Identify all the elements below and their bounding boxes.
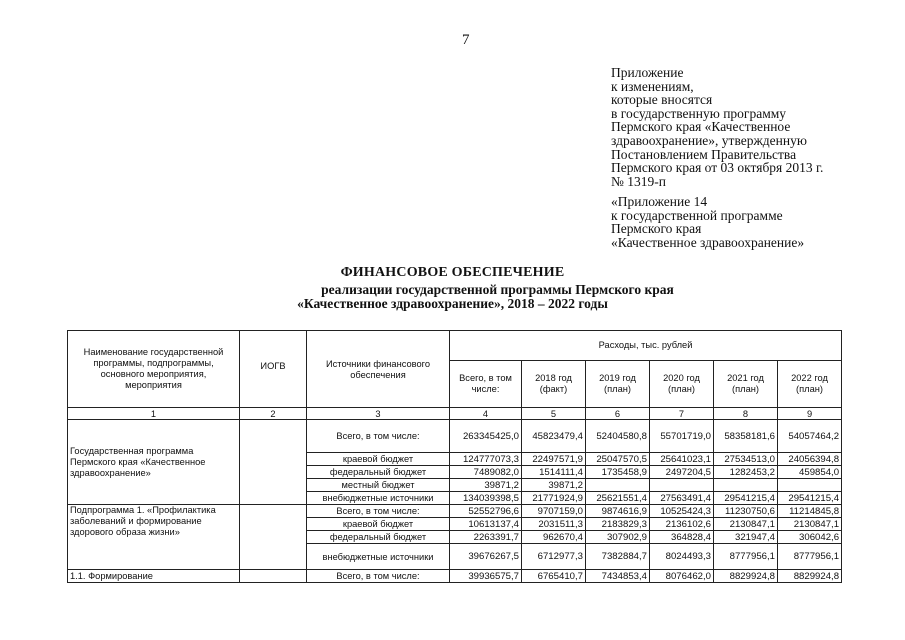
value-cell: 2136102,6 [650, 518, 714, 531]
activity-name: 1.1. Формирование [68, 570, 240, 583]
value-cell: 6765410,7 [522, 570, 586, 583]
value-cell: 54057464,2 [778, 420, 842, 453]
value-cell [586, 479, 650, 492]
value-cell: 39936575,7 [450, 570, 522, 583]
document-title: ФИНАНСОВОЕ ОБЕСПЕЧЕНИЕ [340, 265, 565, 280]
subtitle-line-1: реализации государственной программы Пермского края [321, 282, 674, 297]
header-expenses: Расходы, тыс. рублей [450, 331, 842, 361]
value-cell: 8024493,3 [650, 544, 714, 570]
value-cell: 11230750,6 [714, 505, 778, 518]
header-2020: 2020 год (план) [650, 361, 714, 408]
value-cell [778, 479, 842, 492]
iogv-cell [240, 420, 307, 505]
value-cell [650, 479, 714, 492]
appendix-line: здравоохранение», утвержденную [611, 132, 807, 148]
header-2019: 2019 год (план) [586, 361, 650, 408]
value-cell: 29541215,4 [714, 492, 778, 505]
value-cell: 2130847,1 [778, 518, 842, 531]
header-2018: 2018 год (факт) [522, 361, 586, 408]
value-cell: 321947,4 [714, 531, 778, 544]
value-cell: 25621551,4 [586, 492, 650, 505]
appendix-line: Пермского края «Качественное [611, 119, 791, 135]
source-cell: Всего, в том числе: [307, 420, 450, 453]
header-2021: 2021 год (план) [714, 361, 778, 408]
appendix-line: к изменениям, [611, 78, 694, 94]
value-cell: 9874616,9 [586, 505, 650, 518]
subprogram-name: Подпрограмма 1. «Профилактика заболеваний и формирование здорового образа жизни» [68, 505, 240, 570]
value-cell: 8829924,8 [778, 570, 842, 583]
value-cell: 9707159,0 [522, 505, 586, 518]
source-cell: Всего, в том числе: [307, 570, 450, 583]
appendix-line: № 1319-п [611, 173, 666, 189]
value-cell: 10613137,4 [450, 518, 522, 531]
column-index: 5 [522, 408, 586, 420]
value-cell: 11214845,8 [778, 505, 842, 518]
value-cell: 1282453,2 [714, 466, 778, 479]
value-cell: 8777956,1 [778, 544, 842, 570]
column-index: 3 [307, 408, 450, 420]
header-name: Наименование государственной программы, подпрограммы, основного мероприятия, мероприятия [68, 331, 240, 408]
appendix-block [611, 66, 871, 188]
value-cell: 2263391,7 [450, 531, 522, 544]
column-index: 4 [450, 408, 522, 420]
subtitle-line-2: «Качественное здравоохранение», 2018 – 2022 годы [297, 296, 608, 311]
source-cell: внебюджетные источники [307, 544, 450, 570]
appendix-line: Приложение [611, 65, 684, 80]
header-sources: Источники финансового обеспечения [307, 331, 450, 408]
page-number: 7 [462, 32, 470, 48]
value-cell: 55701719,0 [650, 420, 714, 453]
source-cell: федеральный бюджет [307, 531, 450, 544]
column-index: 6 [586, 408, 650, 420]
value-cell: 2130847,1 [714, 518, 778, 531]
value-cell: 7434853,4 [586, 570, 650, 583]
value-cell: 29541215,4 [778, 492, 842, 505]
value-cell: 39871,2 [522, 479, 586, 492]
value-cell: 1514111,4 [522, 466, 586, 479]
value-cell: 52404580,8 [586, 420, 650, 453]
value-cell: 7489082,0 [450, 466, 522, 479]
value-cell: 8777956,1 [714, 544, 778, 570]
appendix-line: Пермского края от 03 октября 2013 г. [611, 160, 824, 176]
value-cell: 27534513,0 [714, 453, 778, 466]
source-cell: Всего, в том числе: [307, 505, 450, 518]
source-cell: местный бюджет [307, 479, 450, 492]
program-name: Государственная программа Пермского края «Качественное здравоохранение» [68, 420, 240, 505]
value-cell: 307902,9 [586, 531, 650, 544]
value-cell: 45823479,4 [522, 420, 586, 453]
iogv-cell [240, 570, 307, 583]
iogv-cell [240, 505, 307, 570]
value-cell: 25641023,1 [650, 453, 714, 466]
value-cell: 962670,4 [522, 531, 586, 544]
source-cell: внебюджетные источники [307, 492, 450, 505]
appendix-line: которые вносятся [611, 92, 713, 108]
financing-table [67, 330, 842, 583]
table-row [68, 420, 842, 453]
source-cell: краевой бюджет [307, 518, 450, 531]
column-index: 2 [240, 408, 307, 420]
value-cell: 8829924,8 [714, 570, 778, 583]
header-iogv: ИОГВ [240, 331, 307, 408]
table-row [68, 570, 842, 583]
value-cell: 39871,2 [450, 479, 522, 492]
value-cell: 2497204,5 [650, 466, 714, 479]
value-cell: 263345425,0 [450, 420, 522, 453]
value-cell: 21771924,9 [522, 492, 586, 505]
value-cell: 39676267,5 [450, 544, 522, 570]
column-index-row [68, 408, 842, 420]
value-cell: 364828,4 [650, 531, 714, 544]
value-cell: 124777073,3 [450, 453, 522, 466]
appendix14-line: «Качественное здравоохранение» [611, 234, 805, 250]
document-subtitle [0, 283, 905, 311]
appendix-line: Постановлением Правительства [611, 146, 797, 162]
appendix14-line: Пермского края [611, 221, 702, 237]
value-cell: 2031511,3 [522, 518, 586, 531]
value-cell: 2183829,3 [586, 518, 650, 531]
appendix-line: в государственную программу [611, 105, 787, 121]
column-index: 7 [650, 408, 714, 420]
value-cell: 27563491,4 [650, 492, 714, 505]
value-cell: 10525424,3 [650, 505, 714, 518]
value-cell: 306042,6 [778, 531, 842, 544]
value-cell: 7382884,7 [586, 544, 650, 570]
value-cell: 6712977,3 [522, 544, 586, 570]
source-cell: краевой бюджет [307, 453, 450, 466]
value-cell: 8076462,0 [650, 570, 714, 583]
header-2022: 2022 год (план) [778, 361, 842, 408]
column-index: 9 [778, 408, 842, 420]
value-cell: 52552796,6 [450, 505, 522, 518]
source-cell: федеральный бюджет [307, 466, 450, 479]
value-cell: 24056394,8 [778, 453, 842, 466]
value-cell [714, 479, 778, 492]
column-index: 8 [714, 408, 778, 420]
appendix14-line: к государственной программе [611, 207, 783, 223]
header-total: Всего, в том числе: [450, 361, 522, 408]
value-cell: 58358181,6 [714, 420, 778, 453]
value-cell: 22497571,9 [522, 453, 586, 466]
appendix14-line: «Приложение 14 [611, 194, 708, 209]
value-cell: 25047570,5 [586, 453, 650, 466]
appendix14-block [611, 195, 871, 249]
value-cell: 1735458,9 [586, 466, 650, 479]
value-cell: 134039398,5 [450, 492, 522, 505]
table-row [68, 505, 842, 518]
value-cell: 459854,0 [778, 466, 842, 479]
column-index: 1 [68, 408, 240, 420]
